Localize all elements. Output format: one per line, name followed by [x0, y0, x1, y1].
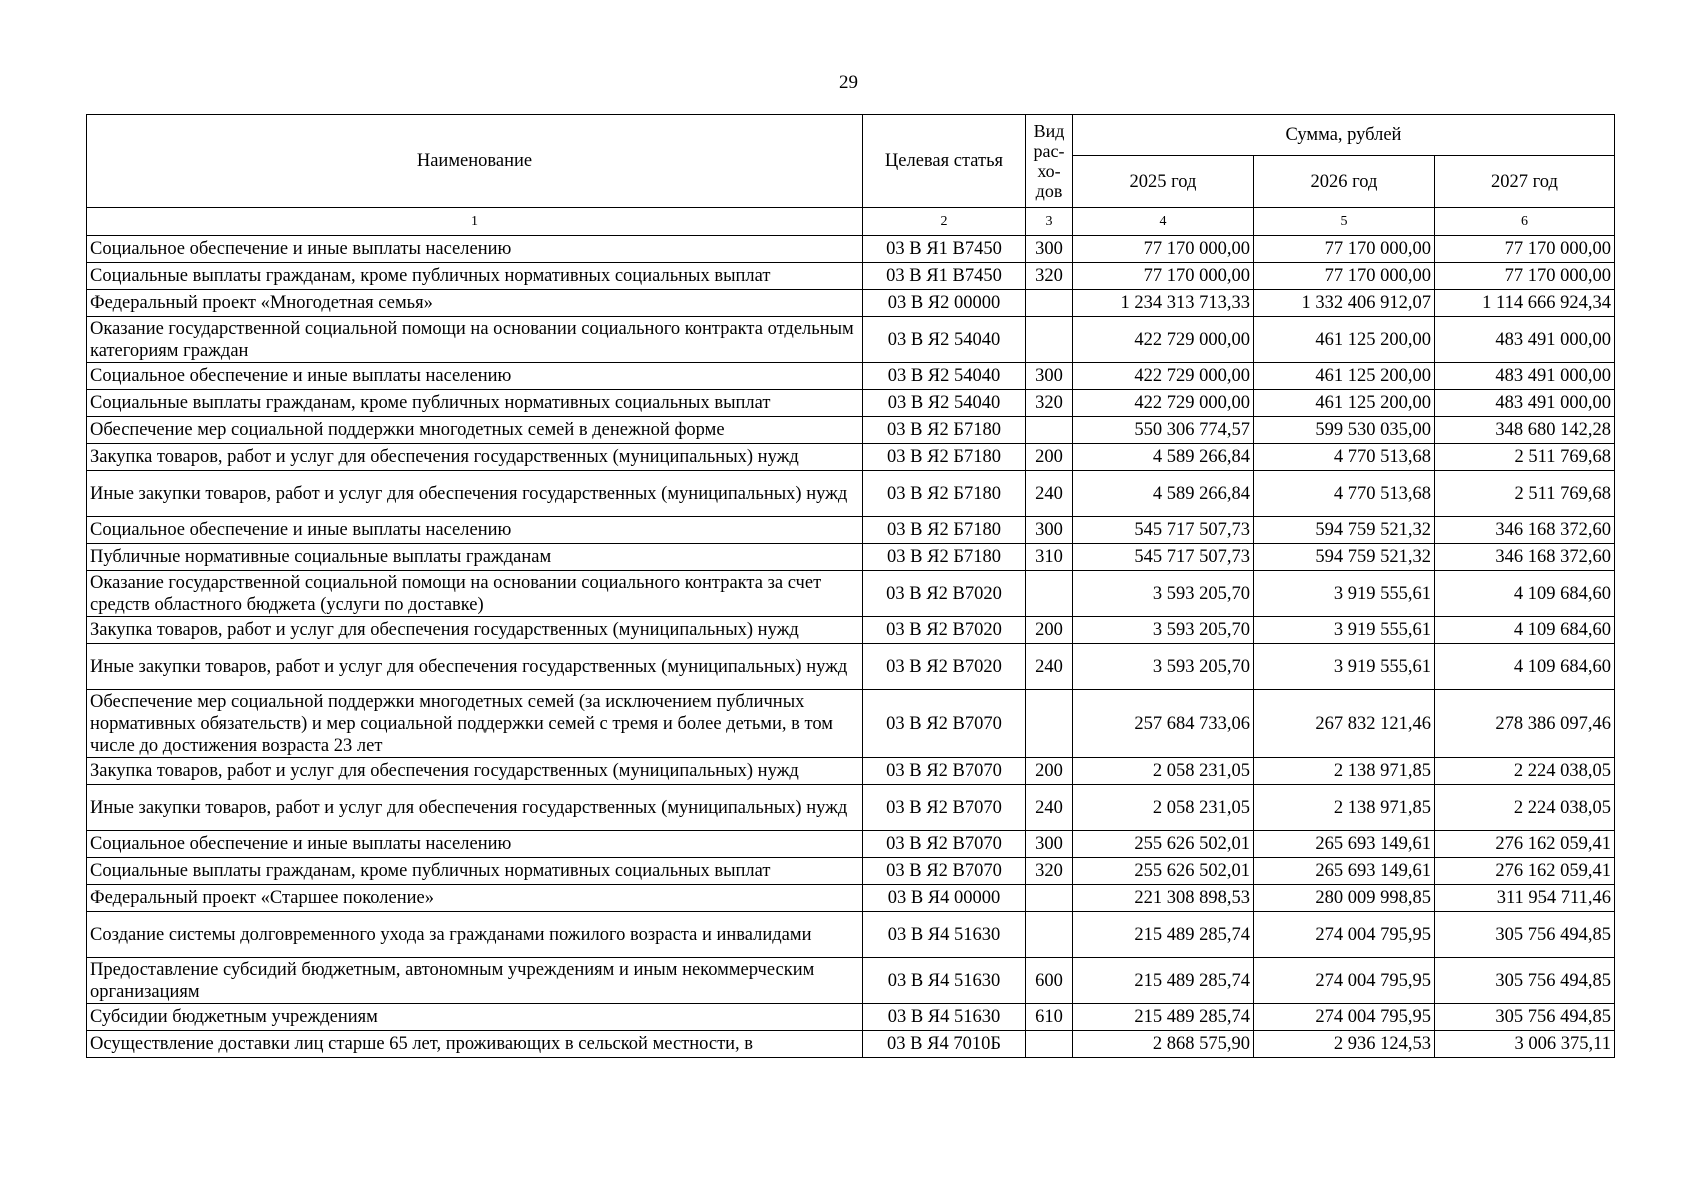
row-expense-type: 240 [1026, 471, 1073, 517]
row-amount-2025: 77 170 000,00 [1073, 236, 1254, 263]
row-expense-type [1026, 885, 1073, 912]
row-amount-2026: 274 004 795,95 [1254, 1004, 1435, 1031]
row-name: Социальное обеспечение и иные выплаты населению [87, 236, 863, 263]
row-name: Иные закупки товаров, работ и услуг для обеспечения государственных (муниципальных) нужд [87, 785, 863, 831]
row-amount-2025: 422 729 000,00 [1073, 363, 1254, 390]
row-expense-type [1026, 317, 1073, 363]
row-name: Оказание государственной социальной помощи на основании социального контракта за счет средств областного бюджета (услуги по доставке) [87, 571, 863, 617]
row-target-article: 03 В Я2 В7020 [863, 644, 1026, 690]
row-target-article: 03 В Я2 В7020 [863, 571, 1026, 617]
row-amount-2025: 422 729 000,00 [1073, 390, 1254, 417]
row-amount-2027: 4 109 684,60 [1435, 571, 1615, 617]
row-amount-2027: 278 386 097,46 [1435, 690, 1615, 758]
row-amount-2025: 550 306 774,57 [1073, 417, 1254, 444]
row-amount-2026: 461 125 200,00 [1254, 317, 1435, 363]
row-target-article: 03 В Я4 51630 [863, 1004, 1026, 1031]
row-name: Социальные выплаты гражданам, кроме публичных нормативных социальных выплат [87, 390, 863, 417]
table-row [87, 571, 1615, 617]
row-amount-2026: 77 170 000,00 [1254, 236, 1435, 263]
row-amount-2025: 3 593 205,70 [1073, 644, 1254, 690]
row-amount-2026: 594 759 521,32 [1254, 544, 1435, 571]
row-amount-2025: 422 729 000,00 [1073, 317, 1254, 363]
row-amount-2027: 276 162 059,41 [1435, 831, 1615, 858]
row-amount-2025: 2 868 575,90 [1073, 1031, 1254, 1058]
row-amount-2027: 2 224 038,05 [1435, 758, 1615, 785]
row-amount-2027: 305 756 494,85 [1435, 912, 1615, 958]
row-target-article: 03 В Я1 В7450 [863, 263, 1026, 290]
table-row [87, 263, 1615, 290]
row-amount-2027: 483 491 000,00 [1435, 363, 1615, 390]
row-amount-2025: 255 626 502,01 [1073, 858, 1254, 885]
row-target-article: 03 В Я2 В7020 [863, 617, 1026, 644]
row-amount-2025: 3 593 205,70 [1073, 571, 1254, 617]
row-name: Иные закупки товаров, работ и услуг для обеспечения государственных (муниципальных) нужд [87, 471, 863, 517]
row-amount-2026: 265 693 149,61 [1254, 831, 1435, 858]
row-amount-2025: 2 058 231,05 [1073, 785, 1254, 831]
row-expense-type: 200 [1026, 444, 1073, 471]
row-target-article: 03 В Я2 Б7180 [863, 517, 1026, 544]
row-expense-type [1026, 690, 1073, 758]
row-amount-2026: 265 693 149,61 [1254, 858, 1435, 885]
table-header [87, 115, 1615, 236]
row-amount-2025: 545 717 507,73 [1073, 544, 1254, 571]
row-target-article: 03 В Я2 В7070 [863, 831, 1026, 858]
table-body [87, 236, 1615, 1058]
row-amount-2027: 77 170 000,00 [1435, 236, 1615, 263]
row-target-article: 03 В Я4 00000 [863, 885, 1026, 912]
header-expense-type: Вид рас-хо-дов [1026, 115, 1073, 208]
row-name: Публичные нормативные социальные выплаты гражданам [87, 544, 863, 571]
row-name: Федеральный проект «Старшее поколение» [87, 885, 863, 912]
row-name: Социальное обеспечение и иные выплаты населению [87, 831, 863, 858]
row-amount-2025: 221 308 898,53 [1073, 885, 1254, 912]
row-target-article: 03 В Я4 7010Б [863, 1031, 1026, 1058]
header-year-2025: 2025 год [1073, 156, 1254, 208]
row-amount-2026: 2 138 971,85 [1254, 758, 1435, 785]
column-number: 5 [1254, 208, 1435, 236]
column-number: 2 [863, 208, 1026, 236]
row-expense-type: 600 [1026, 958, 1073, 1004]
row-expense-type: 300 [1026, 236, 1073, 263]
row-target-article: 03 В Я2 В7070 [863, 858, 1026, 885]
row-amount-2025: 4 589 266,84 [1073, 471, 1254, 517]
row-name: Социальное обеспечение и иные выплаты населению [87, 517, 863, 544]
row-expense-type: 240 [1026, 785, 1073, 831]
row-amount-2027: 2 511 769,68 [1435, 444, 1615, 471]
row-amount-2026: 461 125 200,00 [1254, 363, 1435, 390]
row-amount-2027: 483 491 000,00 [1435, 390, 1615, 417]
row-expense-type: 320 [1026, 263, 1073, 290]
row-target-article: 03 В Я2 В7070 [863, 785, 1026, 831]
row-expense-type: 200 [1026, 617, 1073, 644]
row-name: Обеспечение мер социальной поддержки многодетных семей в денежной форме [87, 417, 863, 444]
table-row [87, 858, 1615, 885]
row-amount-2026: 267 832 121,46 [1254, 690, 1435, 758]
row-name: Создание системы долговременного ухода за гражданами пожилого возраста и инвалидами [87, 912, 863, 958]
row-amount-2025: 1 234 313 713,33 [1073, 290, 1254, 317]
table-row [87, 690, 1615, 758]
row-amount-2025: 255 626 502,01 [1073, 831, 1254, 858]
row-name: Закупка товаров, работ и услуг для обеспечения государственных (муниципальных) нужд [87, 617, 863, 644]
row-amount-2026: 2 936 124,53 [1254, 1031, 1435, 1058]
row-amount-2027: 2 511 769,68 [1435, 471, 1615, 517]
row-amount-2026: 4 770 513,68 [1254, 444, 1435, 471]
row-amount-2025: 215 489 285,74 [1073, 1004, 1254, 1031]
row-amount-2026: 3 919 555,61 [1254, 571, 1435, 617]
row-expense-type: 200 [1026, 758, 1073, 785]
row-amount-2025: 215 489 285,74 [1073, 912, 1254, 958]
header-year-2027: 2027 год [1435, 156, 1615, 208]
row-amount-2025: 257 684 733,06 [1073, 690, 1254, 758]
row-amount-2026: 274 004 795,95 [1254, 912, 1435, 958]
row-amount-2026: 3 919 555,61 [1254, 617, 1435, 644]
row-amount-2027: 311 954 711,46 [1435, 885, 1615, 912]
row-amount-2026: 461 125 200,00 [1254, 390, 1435, 417]
row-amount-2026: 77 170 000,00 [1254, 263, 1435, 290]
row-amount-2026: 594 759 521,32 [1254, 517, 1435, 544]
row-name: Предоставление субсидий бюджетным, автономным учреждениям и иным некоммерческим организациям [87, 958, 863, 1004]
row-amount-2025: 545 717 507,73 [1073, 517, 1254, 544]
row-target-article: 03 В Я4 51630 [863, 912, 1026, 958]
row-amount-2027: 4 109 684,60 [1435, 617, 1615, 644]
table-row [87, 958, 1615, 1004]
column-number: 3 [1026, 208, 1073, 236]
row-amount-2025: 4 589 266,84 [1073, 444, 1254, 471]
table-row [87, 617, 1615, 644]
row-target-article: 03 В Я1 В7450 [863, 236, 1026, 263]
table-row [87, 390, 1615, 417]
row-amount-2026: 4 770 513,68 [1254, 471, 1435, 517]
row-target-article: 03 В Я2 00000 [863, 290, 1026, 317]
row-name: Оказание государственной социальной помощи на основании социального контракта отдельным категориям граждан [87, 317, 863, 363]
row-target-article: 03 В Я2 В7070 [863, 758, 1026, 785]
header-target-article: Целевая статья [863, 115, 1026, 208]
row-expense-type: 310 [1026, 544, 1073, 571]
row-name: Субсидии бюджетным учреждениям [87, 1004, 863, 1031]
row-expense-type: 300 [1026, 831, 1073, 858]
table-row [87, 912, 1615, 958]
row-target-article: 03 В Я2 54040 [863, 317, 1026, 363]
table-row [87, 236, 1615, 263]
row-amount-2025: 2 058 231,05 [1073, 758, 1254, 785]
row-target-article: 03 В Я2 54040 [863, 363, 1026, 390]
row-expense-type [1026, 1031, 1073, 1058]
table-row [87, 317, 1615, 363]
row-target-article: 03 В Я2 Б7180 [863, 417, 1026, 444]
table-row [87, 471, 1615, 517]
row-name: Иные закупки товаров, работ и услуг для обеспечения государственных (муниципальных) нужд [87, 644, 863, 690]
row-amount-2027: 346 168 372,60 [1435, 517, 1615, 544]
row-expense-type: 300 [1026, 517, 1073, 544]
table-row [87, 644, 1615, 690]
row-amount-2025: 77 170 000,00 [1073, 263, 1254, 290]
column-number: 6 [1435, 208, 1615, 236]
row-amount-2027: 3 006 375,11 [1435, 1031, 1615, 1058]
row-expense-type [1026, 417, 1073, 444]
row-target-article: 03 В Я2 Б7180 [863, 444, 1026, 471]
row-amount-2026: 2 138 971,85 [1254, 785, 1435, 831]
row-target-article: 03 В Я2 54040 [863, 390, 1026, 417]
row-name: Федеральный проект «Многодетная семья» [87, 290, 863, 317]
row-amount-2026: 599 530 035,00 [1254, 417, 1435, 444]
row-amount-2026: 280 009 998,85 [1254, 885, 1435, 912]
table-row [87, 1031, 1615, 1058]
row-target-article: 03 В Я4 51630 [863, 958, 1026, 1004]
row-amount-2027: 305 756 494,85 [1435, 1004, 1615, 1031]
table-row [87, 544, 1615, 571]
table-row [87, 363, 1615, 390]
row-name: Социальные выплаты гражданам, кроме публичных нормативных социальных выплат [87, 858, 863, 885]
row-name: Социальные выплаты гражданам, кроме публичных нормативных социальных выплат [87, 263, 863, 290]
table-row [87, 1004, 1615, 1031]
row-amount-2027: 348 680 142,28 [1435, 417, 1615, 444]
table-row [87, 417, 1615, 444]
header-year-2026: 2026 год [1254, 156, 1435, 208]
row-expense-type: 300 [1026, 363, 1073, 390]
table-row [87, 785, 1615, 831]
header-sum: Сумма, рублей [1073, 115, 1615, 156]
table-row [87, 290, 1615, 317]
table-row [87, 444, 1615, 471]
row-target-article: 03 В Я2 В7070 [863, 690, 1026, 758]
column-number: 4 [1073, 208, 1254, 236]
row-name: Закупка товаров, работ и услуг для обеспечения государственных (муниципальных) нужд [87, 444, 863, 471]
row-amount-2026: 3 919 555,61 [1254, 644, 1435, 690]
row-expense-type: 240 [1026, 644, 1073, 690]
row-expense-type: 610 [1026, 1004, 1073, 1031]
row-amount-2027: 1 114 666 924,34 [1435, 290, 1615, 317]
table-row [87, 758, 1615, 785]
row-name: Закупка товаров, работ и услуг для обеспечения государственных (муниципальных) нужд [87, 758, 863, 785]
row-amount-2027: 77 170 000,00 [1435, 263, 1615, 290]
table-row [87, 885, 1615, 912]
row-amount-2027: 2 224 038,05 [1435, 785, 1615, 831]
row-amount-2026: 274 004 795,95 [1254, 958, 1435, 1004]
row-target-article: 03 В Я2 Б7180 [863, 544, 1026, 571]
row-amount-2027: 483 491 000,00 [1435, 317, 1615, 363]
row-amount-2027: 4 109 684,60 [1435, 644, 1615, 690]
column-number: 1 [87, 208, 863, 236]
row-amount-2027: 305 756 494,85 [1435, 958, 1615, 1004]
row-amount-2027: 276 162 059,41 [1435, 858, 1615, 885]
row-name: Обеспечение мер социальной поддержки многодетных семей (за исключением публичных нормативных обязательств) и мер социальной поддержки семей с тремя и более детьми, в том числе до достижения возраста 23 лет [87, 690, 863, 758]
row-amount-2025: 215 489 285,74 [1073, 958, 1254, 1004]
page-number: 29 [839, 72, 858, 93]
row-name: Социальное обеспечение и иные выплаты населению [87, 363, 863, 390]
row-expense-type [1026, 290, 1073, 317]
budget-table [86, 114, 1615, 1058]
row-expense-type [1026, 571, 1073, 617]
row-expense-type: 320 [1026, 858, 1073, 885]
row-amount-2025: 3 593 205,70 [1073, 617, 1254, 644]
row-target-article: 03 В Я2 Б7180 [863, 471, 1026, 517]
row-name: Осуществление доставки лиц старше 65 лет, проживающих в сельской местности, в [87, 1031, 863, 1058]
table-row [87, 517, 1615, 544]
row-amount-2027: 346 168 372,60 [1435, 544, 1615, 571]
row-expense-type: 320 [1026, 390, 1073, 417]
table-row [87, 831, 1615, 858]
row-amount-2026: 1 332 406 912,07 [1254, 290, 1435, 317]
header-name: Наименование [87, 115, 863, 208]
row-expense-type [1026, 912, 1073, 958]
